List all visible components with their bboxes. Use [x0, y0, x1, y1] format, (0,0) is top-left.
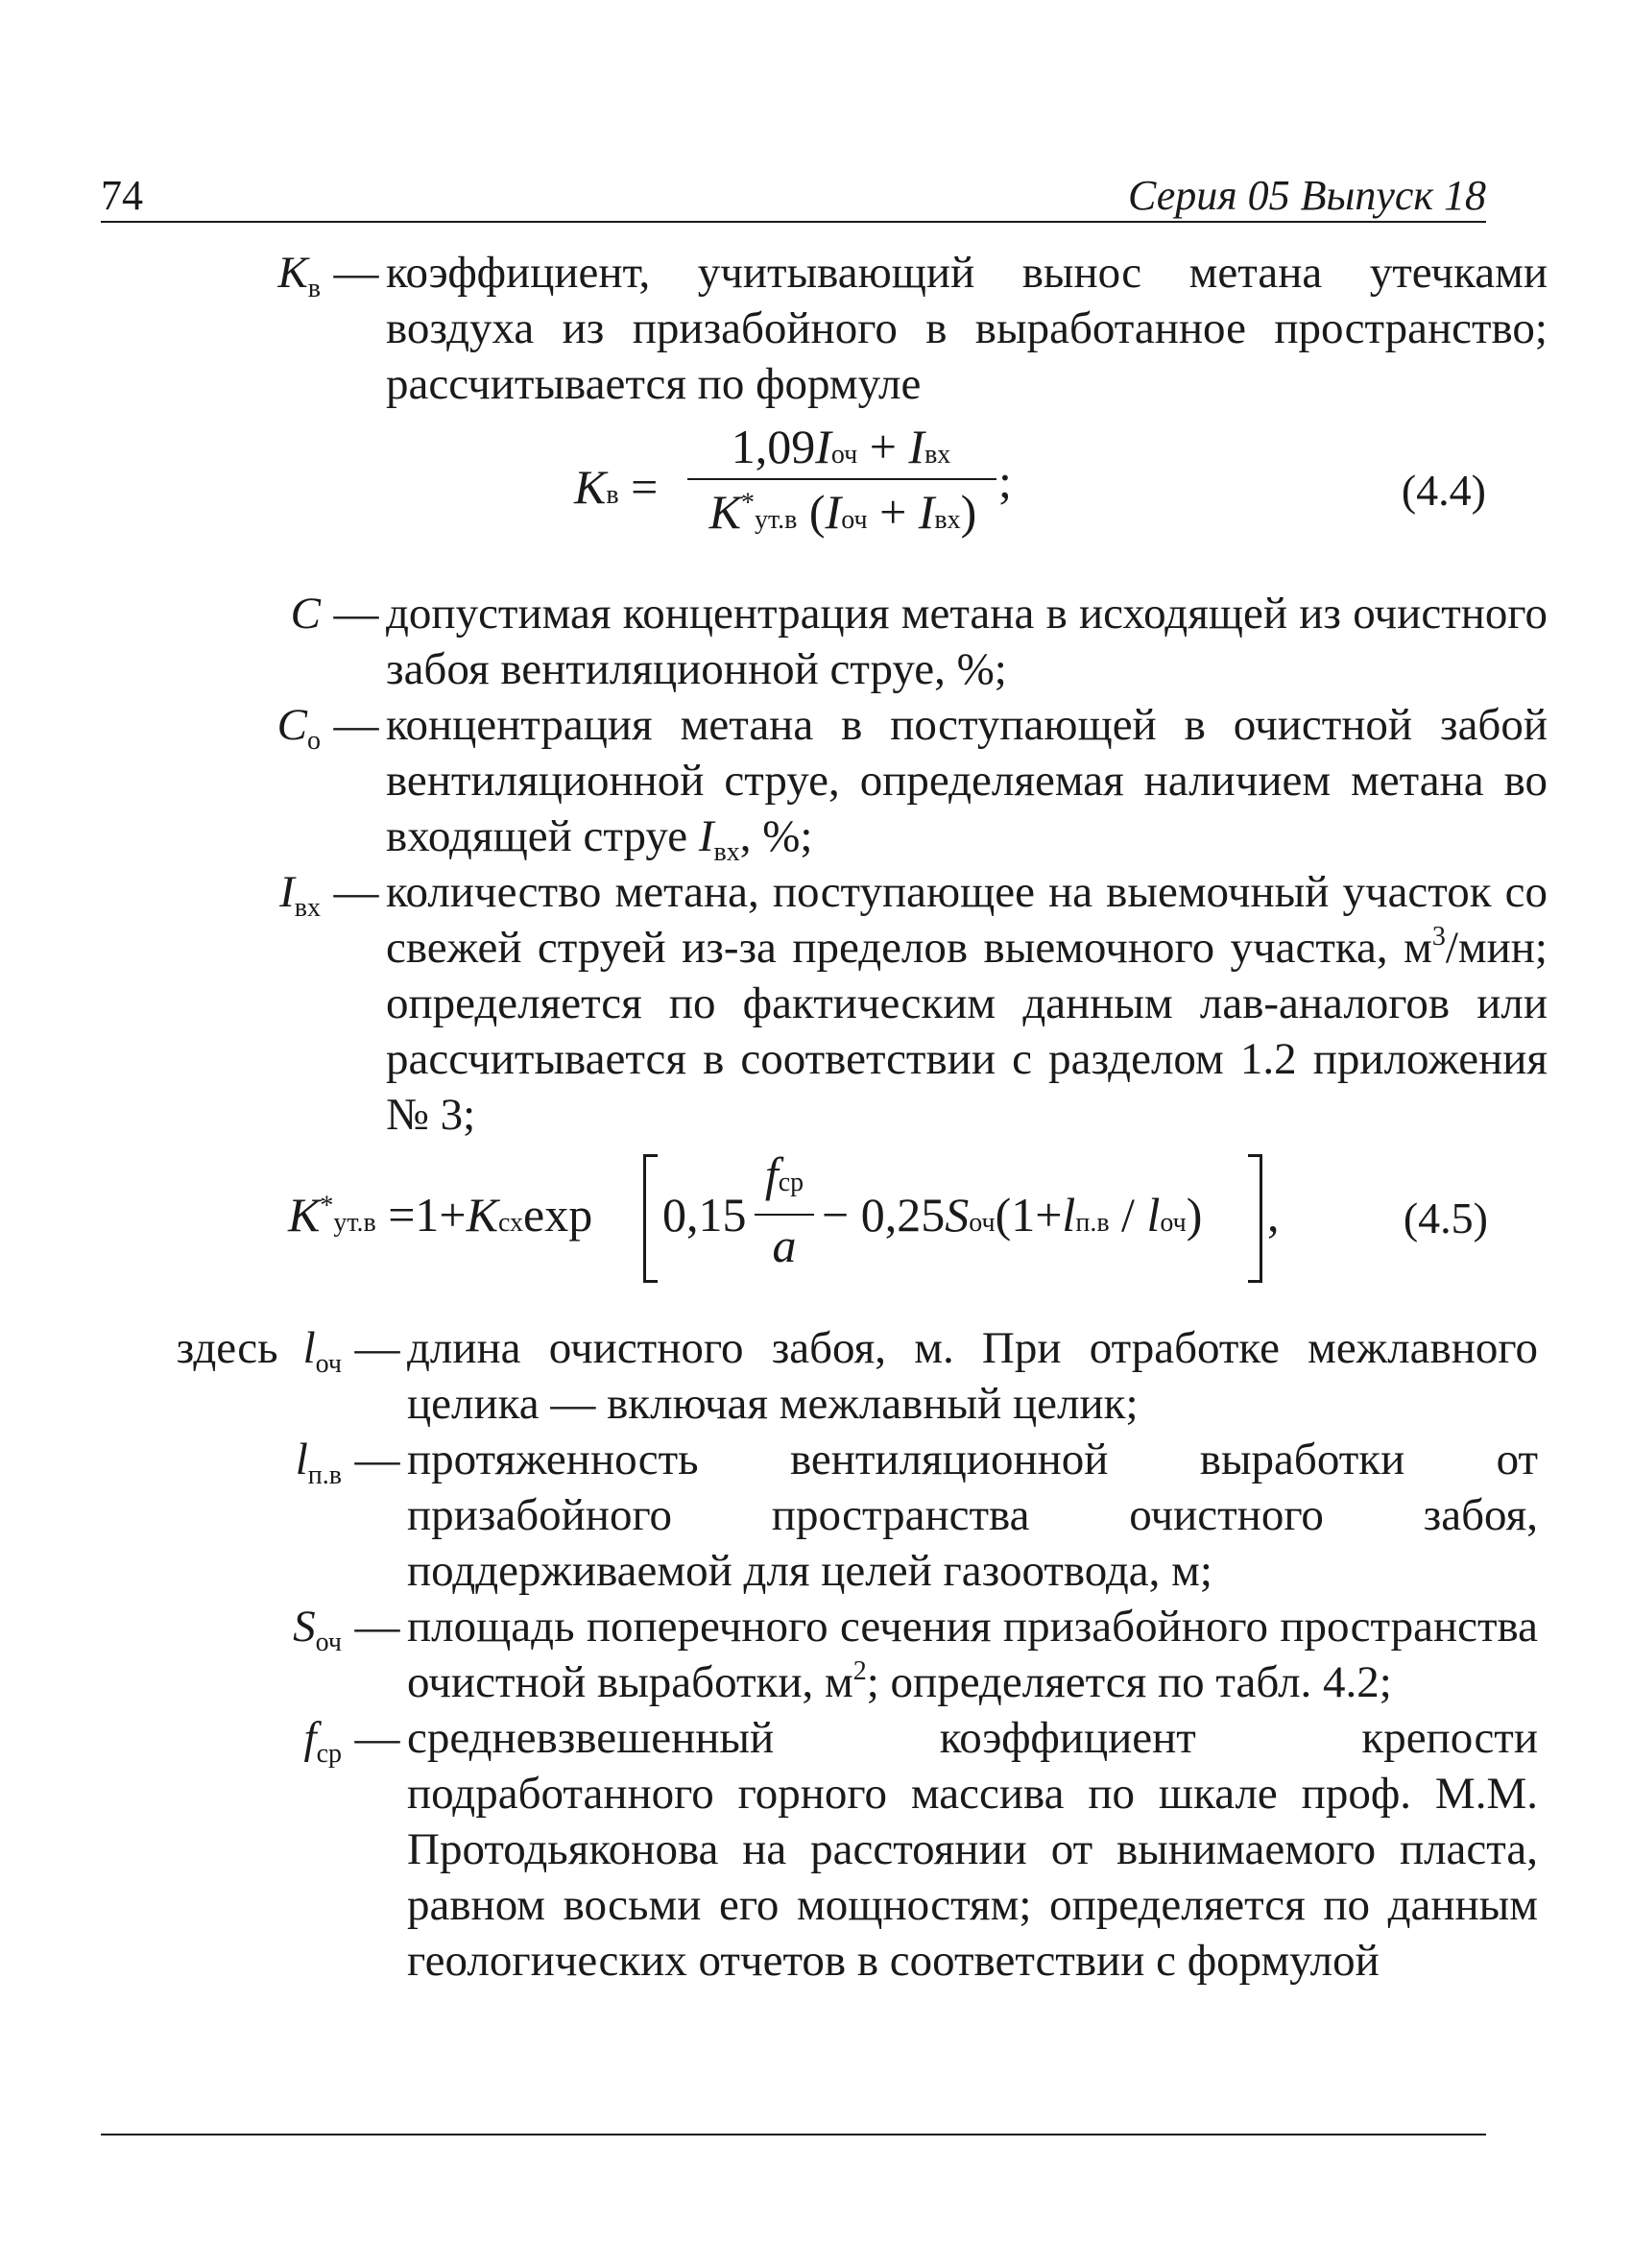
- fraction-bar: [755, 1214, 814, 1216]
- def-ivx: [192, 864, 1632, 1143]
- formula-numerator: fср: [764, 1147, 804, 1201]
- def-text: допустимая концентрация метана в исходящей из очистного забоя вентиляционной струе, %;: [386, 589, 1548, 694]
- left-bracket: [643, 1154, 658, 1283]
- formula-number: (4.4): [1401, 466, 1486, 515]
- def-dash: —: [354, 1713, 400, 1763]
- footer-rule: [101, 2134, 1486, 2135]
- def-dash: —: [333, 867, 379, 917]
- formula-rest: − 0,25Sоч(1+lп.в / lоч): [822, 1188, 1203, 1242]
- def-symbol: $f_{ср}$: [303, 1713, 342, 1769]
- def-dash: —: [333, 700, 379, 750]
- def-symbol: здесь $l_{оч}$: [176, 1323, 342, 1379]
- def-text: коэффициент, учитывающий вынос метана утечками воздуха из призабойного в выработанное пространство; рассчитывается по формуле: [386, 248, 1548, 409]
- def-soch: [106, 1599, 1632, 1710]
- formula-semicolon: ;: [998, 454, 1012, 508]
- def-text: концентрация метана в поступающей в очистной забой вентиляционной струе, определяемая наличием метана во входящей струе $I_{вх}$, %;: [386, 700, 1548, 867]
- series-label: Серия 05 Выпуск 18: [1128, 172, 1486, 219]
- def-symbol: $l_{п.в}$: [295, 1435, 342, 1490]
- def-text: площадь поперечного сечения призабойного пространства очистной выработки, $м^2$; определяется по табл. 4.2;: [407, 1602, 1538, 1707]
- formula-denominator: K*ут.в (Iоч + Iвх): [708, 485, 977, 539]
- def-text: длина очистного забоя, м. При отработке межлавного целика — включая межлавный целик;: [407, 1323, 1538, 1429]
- def-symbol: $K_в$: [277, 248, 321, 303]
- definitions-bottom: [0, 1320, 1632, 1989]
- def-kv: [192, 245, 1632, 412]
- def-c: [192, 586, 1632, 697]
- def-symbol: $I_{вх}$: [279, 867, 321, 923]
- formula-denominator: a: [772, 1218, 797, 1272]
- def-text: количество метана, поступающее на выемочный участок со свежей струей из-за пределов выемочного участка, $м^3$/мин; определяется по фактическим данным лав-аналогов или рассчитывается в соответствии с разделом 1.2 приложения № 3;: [386, 867, 1548, 1140]
- def-dash: —: [333, 248, 379, 298]
- formula-numerator: 1,09Iоч + Iвх: [731, 420, 951, 473]
- def-dash: —: [333, 589, 379, 639]
- def-fcp: [106, 1710, 1632, 1989]
- def-c0: [192, 697, 1632, 867]
- def-dash: —: [354, 1323, 400, 1373]
- right-bracket: [1248, 1154, 1262, 1283]
- formula-4-4: [574, 422, 1486, 557]
- definitions-middle: [0, 586, 1632, 1143]
- formula-number: (4.5): [1403, 1194, 1488, 1243]
- def-symbol: $C_о$: [276, 700, 321, 756]
- header-rule: [101, 221, 1486, 223]
- formula-comma: ,: [1267, 1188, 1280, 1242]
- def-loch: [106, 1320, 1632, 1432]
- fraction-bar: [687, 478, 996, 480]
- def-symbol: $S_{оч}$: [293, 1602, 342, 1657]
- def-dash: —: [354, 1435, 400, 1484]
- def-symbol: C: [290, 589, 321, 639]
- def-text: протяженность вентиляционной выработки от призабойного пространства очистного забоя, поддерживаемой для целей газоотвода, м;: [407, 1435, 1538, 1596]
- formula-4-5: [288, 1145, 1488, 1298]
- definitions-top: [0, 245, 1632, 412]
- page-number: 74: [101, 172, 143, 219]
- formula-lhs: Kв =: [574, 460, 659, 514]
- formula-lhs: K*ут.в =1+Kсхexp: [288, 1188, 593, 1242]
- def-lpv: [106, 1432, 1632, 1599]
- formula-coef-a: 0,15: [662, 1188, 747, 1242]
- def-text: средневзвешенный коэффициент крепости подработанного горного массива по шкале проф. М.М. Протодьяконова на расстоянии от вынимаемого пласта, равном восьми его мощностям; определяется по данным геологических отчетов в соответствии с формулой: [407, 1713, 1538, 1986]
- def-dash: —: [354, 1602, 400, 1652]
